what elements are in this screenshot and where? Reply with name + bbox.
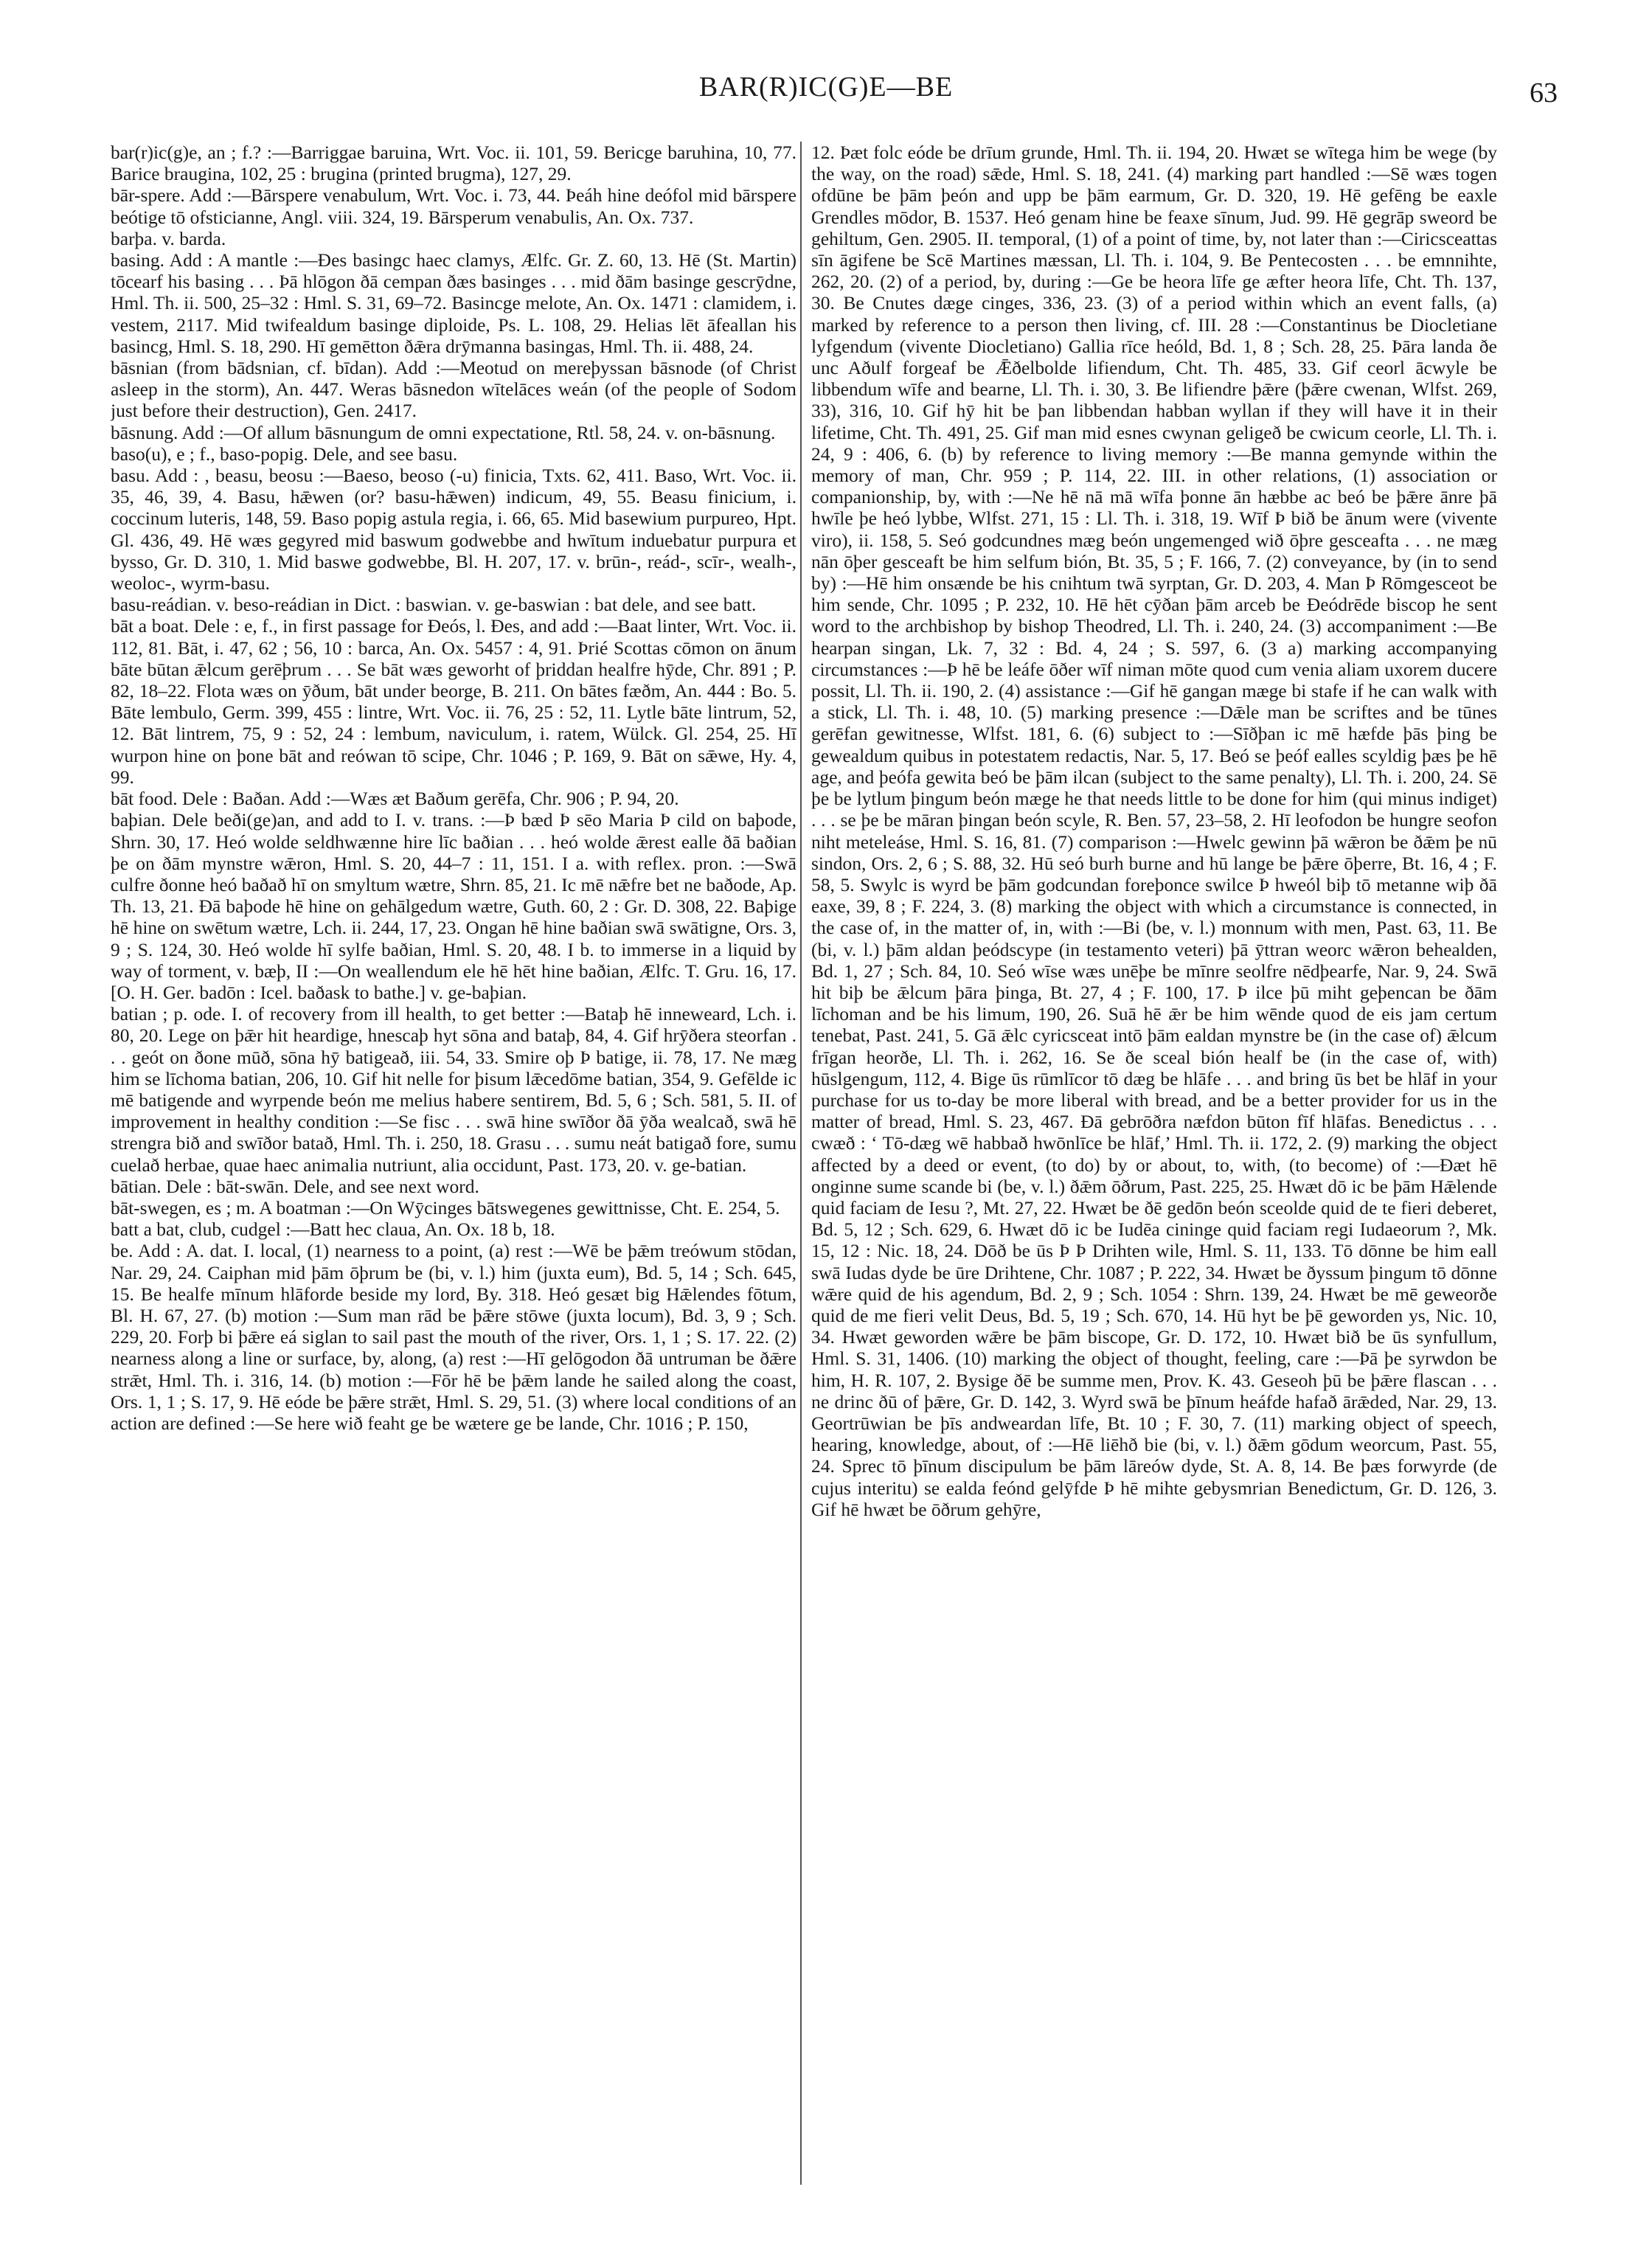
entry-batt: batt a bat, club, cudgel :—Batt hec claua, An. Ox. 18 b, 18. xyxy=(111,1218,555,1241)
entry-baso-u: baso(u), e ; f., baso-popig. Dele, and see basu. xyxy=(111,443,458,465)
entry-bat-boat: bāt a boat. Dele : e, f., in first passage for Ðeós, l. Ðes, and add :—Baat linter, Wrt. Voc. ii. 112, 81. Bāt, i. 47, 62 ; 56, 10 : barca, An. Ox. 5457 : 4, 91. Þrié Scottas cōmon on ānum bāte būtan ǣlcum gerēþrum . . . Se bāt wæs geworht of þriddan healfre hȳde, Chr. 891 ; P. 82, 18–22. Flota wæs on ȳðum, bāt under beorge, B. 211. On bātes fæðm, An. 444 : Bo. 5. Bāte lembulo, Germ. 399, 455 : lintre, Wrt. Voc. ii. 76, 25 : 52, 11. Lytle bāte lintrum, 52, 12. Bāt lintrem, 75, 9 : 52, 24 : lembum, naviculum, i. ratem, Wülck. Gl. 254, 25. Hī wurpon hine on þone bāt and reówan tō scipe, Chr. 1046 ; P. 169, 9. Bāt on sǣwe, Hy. 4, 99. xyxy=(111,615,796,788)
entry-be: be. Add : A. dat. I. local, (1) nearness to a point, (a) rest :—Wē be þǣm treówum stōdan, Nar. 29, 24. Caiphan mid þām ōþrum be (bi, v. l.) him (juxta eum), Bd. 5, 14 ; Sch. 645, 15. Be healfe mīnum hlāforde beside my lord, By. 318. Heó gesæt big Hǣlendes fōtum, Bl. H. 67, 27. (b) motion :—Sum man rād be þǣre stōwe (juxta locum), Bd. 3, 9 ; Sch. 229, 20. Forþ bi þǣre eá siglan to sail past the mouth of the river, Ors. 1, 1 ; S. 17. 22. (2) nearness along a line or surface, by, along, (a) rest :—Hī gelōgodon ðā untruman be ðǣre strǣt, Hml. Th. i. 316, 14. (b) motion :—Fōr hē be þǣm lande he sailed along the coast, Ors. 1, 1 ; S. 17, 9. Hē eóde be þǣre strǣt, Hml. S. 29, 51. (3) where local conditions of an action are defined :—Se here wið feaht ge be wætere ge be lande, Chr. 1016 ; P. 150, xyxy=(111,1240,796,1434)
entry-batian-dele: bātian. Dele : bāt-swān. Dele, and see next word. xyxy=(111,1175,479,1197)
entry-barpa: barþa. v. barda. xyxy=(111,227,226,249)
entry-basnung: bāsnung. Add :—Of allum bāsnungum de omni expectatione, Rtl. 58, 24. v. on-bāsnung. xyxy=(111,421,776,443)
entry-basing: basing. Add : A mantle :—Ðes basingc haec clamys, Ælfc. Gr. Z. 60, 13. Hē (St. Martin) tōcearf his basing . . . Þā hlōgon ðā cempan ðæs basinges . . . mid ðām basinge gescrȳdne, Hml. Th. ii. 500, 25–32 : Hml. S. 31, 69–72. Basincge melote, An. Ox. 1471 : clamidem, i. vestem, 2117. Mid twifealdum basinge diploide, Ps. L. 108, 29. Helias lēt āfeallan his basincg, Hml. S. 18, 290. Hī gemētton ðǣra drȳmanna basingas, Hml. Th. ii. 488, 24. xyxy=(111,249,796,357)
entry-basnian: bāsnian (from bādsnian, cf. bīdan). Add :—Meotud on mereþyssan bāsnode (of Christ asleep in the storm), An. 447. Weras bāsnedon wītelāces weán (of the people of Sodom just before their destruction), Gen. 2417. xyxy=(111,357,796,422)
entry-bat-food: bāt food. Dele : Baðan. Add :—Wæs æt Baðum gerēfa, Chr. 906 ; P. 94, 20. xyxy=(111,788,679,810)
entry-bar-r-ic-g-e: bar(r)ic(g)e, an ; f.? :—Barriggae baruina, Wrt. Voc. ii. 101, 59. Bericge baruhina, 10, 77. Barice braugina, 102, 25 : brugina (printed brugma), 127, 29. xyxy=(111,142,796,185)
running-head xyxy=(0,71,1652,115)
page-number: 63 xyxy=(1530,77,1558,108)
entry-be-continued: 12. Þæt folc eóde be drīum grunde, Hml. Th. ii. 194, 20. Hwæt se wītega him be wege (by the way, on the road) sǣde, Hml. S. 18, 241. (4) marking part handled :—Sē wæs togen ofdūne be þām þeón and upp be þām earmum, Gr. D. 320, 19. Hē gefēng be eaxle Grendles mōdor, B. 1537. Heó genam hine be feaxe sīnum, Jud. 99. Hē gegrāp sweord be gehiltum, Gen. 2905. II. temporal, (1) of a point of time, by, not later than :—Ciricsceattas sīn āgifene be Scē Martines mæssan, Ll. Th. i. 104, 9. Be Pentecosten . . . be emnnihte, 262, 20. (2) of a period, by, during :—Ge be heora līfe ge æfter heora līfe, Cht. Th. 137, 30. Be Cnutes dæge cinges, 336, 23. (3) of a period within which an event falls, (a) marked by reference to a person then living, cf. III. 28 :—Constantinus be Diocletiane lyfgendum (vivente Diocletiano) Gallia rīce heóld, Bd. 1, 8 ; Sch. 28, 25. Þāra landa ðe unc Aðulf forgeaf be Ǣðelbolde lifiendum, Cht. Th. 485, 33. Gif ceorl ācwyle be libbendum wīfe and bearne, Ll. Th. i. 30, 3. Be lifiendre þǣre (þǣre cwenan, Wlfst. 269, 33), 316, 10. Gif hȳ hit be þan libbendan habban wyllan if they will have it in their lifetime, Cht. Th. 491, 25. Gif man mid esnes cwynan geligeð be cwicum ceorle, Ll. Th. i. 24, 9 : 406, 6. (b) by reference to living memory :—Be manna gemynde within the memory of man, Chr. 959 ; P. 114, 22. III. in other relations, (1) association or companionship, by, with :—Ne hē nā mā wīfa þonne ān hæbbe ac beó be þǣre ānre þā hwīle þe heó lybbe, Wlfst. 271, 15 : Ll. Th. i. 318, 19. Wīf Þ bið be ānum were (vivente viro), ii. 158, 5. Seó godcundnes mæg beón ungemenged wið ōþre gesceafta . . . ne mæg nān ōþer gesceaft be him selfum bión, Bt. 35, 5 ; F. 166, 7. (2) conveyance, by (in to send by) :—Hē him onsænde be his cnihtum twā syrptan, Gr. D. 203, 4. Man Þ Rōmgesceot be him sende, Chr. 1095 ; P. 232, 10. Hē hēt cȳðan þām arceb be Ðeódrēde biscop he sent word to the archbishop by bishop Theodred, Ll. Th. i. 240, 24. (3) accompaniment :—Be hearpan singan, Lk. 7, 32 : Bd. 4, 24 ; S. 597, 6. (3 a) marking accompanying circumstances :—Þ hē be leáfe ōðer wīf niman mōte quod cum venia aliam uxorem ducere possit, Ll. Th. ii. 190, 2. (4) assistance :—Gif hē gangan mæge bi stafe if he can walk with a stick, Ll. Th. i. 48, 10. (5) marking presence :—Dǣle man be scriftes and be tūnes gerēfan gewitnesse, Wlfst. 181, 6. (6) subject to :—Sīðþan ic mē hæfde þās þing be gewealdum quibus in potestatem redactis, Nar. 5, 17. Beó se þeóf ealles scyldig þæs þe hē age, and þeófa gewita beó be þām ilcan (subject to the same penalty), Ll. Th. i. 200, 24. Sē þe be lytlum þingum beón mæge he that needs little to be done for him (qui minus indiget) . . . se þe be māran þingan beón scyle, R. Ben. 57, 23–58, 2. Hī leofodon be hungre seofon niht meteleáse, Hml. S. 16, 81. (7) comparison :—Hwelc gewinn þā wǣron be ðǣm þe nū sindon, Ors. 2, 6 ; S. 88, 32. Hū seó burh burne and hū lange be þǣre ōþerre, Bt. 16, 4 ; F. 58, 5. Swylc is wyrd be þām godcundan foreþonce swilce Þ hweól biþ tō metanne wiþ ðā eaxe, 39, 8 ; F. 224, 3. (8) marking the object with which a circumstance is connected, in the case of, in the matter of, in, with :—Bi (be, v. l.) monnum with men, Past. 63, 11. Be (bi, v. l.) þām aldan þeódscype (in testamento veteri) þā ȳttran weorc wǣron behealden, Bd. 1, 27 ; Sch. 84, 10. Seó wīse wæs unēþe be mīnre seolfre nēdþearfe, Nar. 9, 24. Swā hit biþ be ǣlcum þāra þinga, Bt. 27, 4 ; F. 100, 17. Þ ilce þū miht geþencan be ðām līchoman and be his limum, 190, 26. Suā hē ǣr be him wēnde quod de eis jam certum tenebat, Past. 241, 5. Gā ǣlc cyricsceat intō þām ealdan mynstre be (in the case of) ǣlcum frīgan heorðe, Ll. Th. i. 262, 16. Se ðe sceal bión healf be (in the case of, with) hūslgengum, 112, 4. Bige ūs rūmlīcor tō dæg be hlāfe . . . and bring ūs bet be hlāf in your purchase for us to-day be more liberal with bread, and be a better provider for us in the matter of bread, Hml. S. 23, 467. Ðā gebrōðra næfdon būton fīf hlāfas. Benedictus . . . cwæð : ‘ Tō-dæg wē habbað hwōnlīce be hlāf,’ Hml. Th. ii. 172, 2. (9) marking the object affected by a deed or event, (to do) by or about, to, with, (to become) of :—Ðæt hē onginne sume scande bi (be, v. l.) ðǣm ōðrum, Past. 225, 25. Hwæt dō ic be þām Hǣlende quid faciam de Iesu ?, Mt. 27, 22. Hwæt be ðē gedōn beón sceolde quid de te fieri deberet, Bd. 5, 12 ; Sch. 629, 6. Hwæt dō ic be Iudēa cininge quid faciam regi Iudaeorum ?, Mk. 15, 12 : Nic. 18, 24. Dōð be ūs Þ Þ Drihten wile, Hml. S. 11, 133. Tō dōnne be him eall swā Iudas dyde be ūre Drihtene, Chr. 1087 ; P. 222, 34. Hwæt be ðyssum þingum tō dōnne wǣre quid de his agendum, Bd. 2, 9 ; Sch. 1054 : Shrn. 139, 24. Hwæt be mē geweorðe quid de me fieri velit Deus, Bd. 5, 19 ; Sch. 670, 14. Hū hyt be þē geworden ys, Nic. 10, 34. Hwæt geworden wǣre be þām biscope, Gr. D. 172, 10. Hwæt bið be ūs synfullum, Hml. S. 31, 1406. (10) marking the object of thought, feeling, care :—Þā þe syrwdon be him, H. R. 107, 2. Bysige ðē be summe men, Prov. K. 43. Geseoh þū be þǣre flascan . . . ne drinc ðū of þǣre, Gr. D. 142, 3. Wyrd swā be þīnum heáfde hafað ārǣded, Nar. 29, 13. Geortrūwian be þīs andweardan līfe, Bt. 10 ; F. 30, 7. (11) marking object of speech, hearing, knowledge, about, of :—Hē liēhð bie (bi, v. l.) ðǣm gōdum weorcum, Past. 55, 24. Sprec tō þīnum discipulum be þām lāreów dyde, St. A. 8, 14. Be þæs forwyrde (de cujus interitu) se ealda feónd gelȳfde Þ hē mihte gebysmrian Benedictum, Gr. D. 126, 3. Gif hē hwæt be ōðrum gehȳre, xyxy=(811,142,1497,1520)
column-divider xyxy=(800,142,802,2185)
entry-bapian: baþian. Dele beði(ge)an, and add to I. v. trans. :—Þ bæd Þ sēo Maria Þ cild on baþode, Shrn. 30, 17. Heó wolde seldhwænne hire līc baðian . . . heó wolde ǣrest ealle ðā baðian þe on ðām mynstre wǣron, Hml. S. 20, 44–7 : 11, 151. I a. with reflex. pron. :—Swā culfre ðonne heó baðað hī on smyltum wætre, Shrn. 85, 21. Ic mē nǣfre bet ne baðode, Ap. Th. 13, 21. Ðā baþode hē hine on gehālgedum wætre, Guth. 60, 2 : Gr. D. 308, 22. Baþige hē hine on swētum wætre, Lch. ii. 244, 17, 23. Ongan hē hine baðian swā swātigne, Ors. 3, 9 ; S. 124, 30. Heó wolde hī sylfe baðian, Hml. S. 20, 48. I b. to immerse in a liquid by way of torment, v. bæþ, II :—On weallendum ele hē hēt hine baðian, Ælfc. T. Gru. 16, 17. [O. H. Ger. badōn : Icel. baðask to bathe.] v. ge-baþian. xyxy=(111,809,796,1003)
left-column xyxy=(111,142,796,2185)
entry-basu: basu. Add : , beasu, beosu :—Baeso, beoso (-u) finicia, Txts. 62, 411. Baso, Wrt. Voc. ii. 35, 46, 39, 4. Basu, hǣwen (or? basu-hǣwen) indicum, 49, 55. Beasu finicium, i. coccinum luteris, 148, 59. Baso popig astula regia, i. 66, 65. Mid basewium purpureo, Hpt. Gl. 436, 49. Hē wæs gegyred mid baswum godwebbe and hwītum induebatur purpura et bysso, Gr. D. 310, 1. Mid baswe godwebbe, Bl. H. 207, 17. v. brūn-, reád-, scīr-, wealh-, weoloc-, wyrm-basu. xyxy=(111,465,796,594)
entry-bar-spere: bār-spere. Add :—Bārspere venabulum, Wrt. Voc. i. 73, 44. Þeáh hine deófol mid bārspere beótige tō ofsticianne, Angl. viii. 324, 19. Bārsperum venabulis, An. Ox. 737. xyxy=(111,184,796,228)
entry-batian: batian ; p. ode. I. of recovery from ill health, to get better :—Bataþ hē inneweard, Lch. i. 80, 20. Lege on þǣr hit heardige, hnescaþ hyt sōna and bataþ, 84, 4. Gif hrȳðera steorfan . . . geót on ðone mūð, sōna hȳ batigeað, iii. 54, 33. Smire oþ Þ batige, ii. 78, 17. Ne mæg him se līchoma batian, 206, 10. Gif hit nelle for þisum lǣcedōme batian, 354, 9. Gefēlde ic mē batigende and wyrpende beón me melius habere sentirem, Bd. 5, 6 ; Sch. 581, 5. II. of improvement in healthy condition :—Se fisc . . . swā hine swīðor ðā ȳða wealcað, swā hē strengra bið and swīðor batað, Hml. Th. i. 250, 18. Grasu . . . sumu neát batigað fore, sumu cuelað herbae, quae haec animalia nutriunt, alia occidunt, Past. 173, 20. v. ge-batian. xyxy=(111,1003,796,1176)
page-title: BAR(R)IC(G)E—BE xyxy=(698,72,954,103)
entry-bat-swegen: bāt-swegen, es ; m. A boatman :—On Wȳcinges bātswegenes gewittnisse, Cht. E. 254, 5. xyxy=(111,1196,780,1218)
entry-basu-readian: basu-reádian. v. beso-reádian in Dict. : baswian. v. ge-baswian : bat dele, and see batt. xyxy=(111,594,757,616)
right-column xyxy=(811,142,1497,2185)
